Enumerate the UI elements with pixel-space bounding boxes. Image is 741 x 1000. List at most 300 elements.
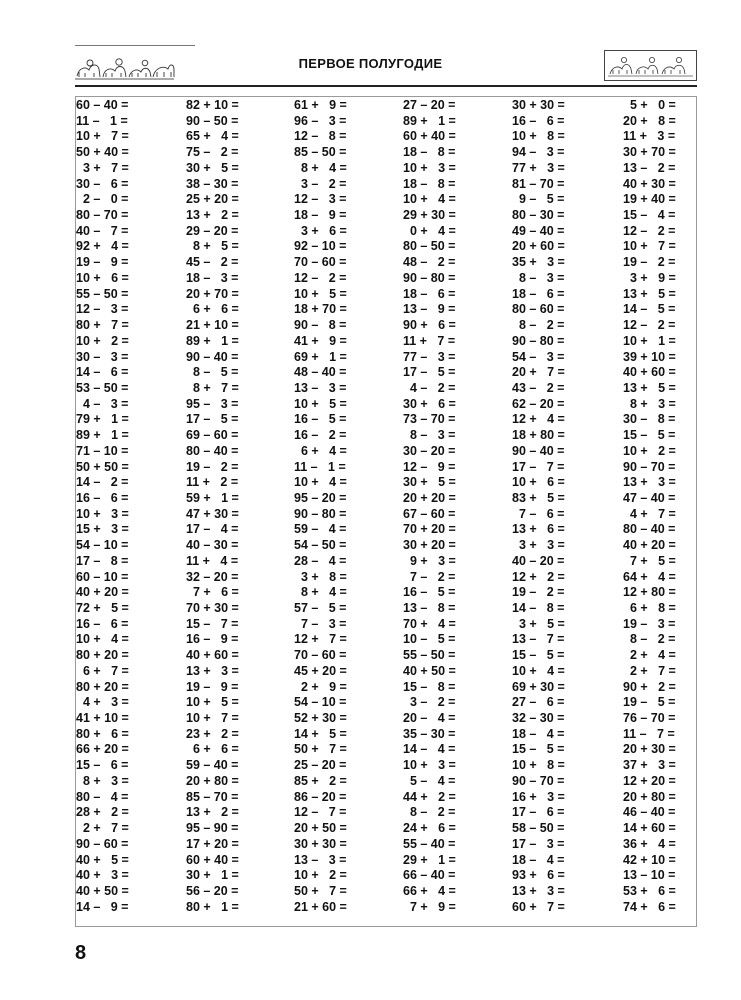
exercise-row <box>76 412 696 428</box>
exercise-cell: 30 + 70 = <box>623 145 676 160</box>
exercise-cell: 16 – 6 = <box>76 490 129 505</box>
exercise-cell: 40 + 30 = <box>623 176 676 191</box>
exercise-cell: 10 + 7 = <box>623 239 676 254</box>
exercise-row <box>76 444 696 460</box>
exercise-cell: 53 – 50 = <box>76 380 129 395</box>
exercise-cell: 3 + 5 = <box>512 616 565 631</box>
exercise-cell: 13 – 7 = <box>512 632 565 647</box>
exercise-cell: 50 + 7 = <box>294 883 347 898</box>
exercise-cell: 9 – 5 = <box>512 192 565 207</box>
exercise-cell: 20 + 30 = <box>623 742 676 757</box>
exercise-cell: 80 – 40 = <box>623 522 676 537</box>
exercise-row <box>76 192 696 208</box>
exercise-cell: 18 – 3 = <box>186 270 239 285</box>
exercise-cell: 50 + 40 = <box>76 145 129 160</box>
exercise-cell: 89 + 1 = <box>403 113 456 128</box>
exercise-cell: 7 – 6 = <box>512 506 565 521</box>
exercise-row <box>76 365 696 381</box>
exercise-cell: 28 – 4 = <box>294 553 347 568</box>
exercise-cell: 10 + 5 = <box>294 396 347 411</box>
exercise-cell: 6 + 8 = <box>623 601 676 615</box>
exercise-row <box>76 585 696 601</box>
exercise-cell: 10 + 5 = <box>294 286 347 301</box>
exercise-cell: 64 + 4 = <box>623 569 676 584</box>
exercise-cell: 12 + 2 = <box>512 569 565 584</box>
exercise-cell: 69 + 30 = <box>512 679 565 694</box>
exercise-row <box>76 868 696 884</box>
exercise-cell: 8 – 2 = <box>403 805 456 820</box>
exercise-cell: 8 – 3 = <box>512 270 565 285</box>
exercise-cell: 15 – 5 = <box>623 428 676 443</box>
exercise-cell: 14 – 9 = <box>76 899 129 914</box>
exercise-cell: 8 – 5 = <box>186 365 239 380</box>
exercise-cell: 56 – 20 = <box>186 883 239 898</box>
exercise-cell: 90 – 50 = <box>186 113 239 128</box>
exercise-cell: 15 – 8 = <box>403 679 456 694</box>
exercise-cell: 45 – 2 = <box>186 255 239 270</box>
exercise-cell: 12 – 3 = <box>76 302 129 317</box>
exercise-cell: 2 – 0 = <box>76 192 129 207</box>
exercise-cell: 70 + 4 = <box>403 616 456 631</box>
exercise-cell: 13 + 3 = <box>512 883 565 898</box>
exercise-row <box>76 632 696 648</box>
exercise-row <box>76 287 696 303</box>
exercise-cell: 55 – 50 = <box>76 286 129 301</box>
exercise-cell: 20 + 60 = <box>512 239 565 254</box>
exercise-cell: 3 + 6 = <box>294 223 347 238</box>
exercise-cell: 19 – 2 = <box>512 585 565 600</box>
exercise-cell: 10 + 7 = <box>186 711 239 726</box>
exercise-cell: 49 – 40 = <box>512 223 565 238</box>
exercise-cell: 67 – 60 = <box>403 506 456 521</box>
exercise-cell: 10 + 6 = <box>76 270 129 285</box>
exercise-cell: 8 – 2 = <box>512 318 565 333</box>
exercise-cell: 40 + 5 = <box>76 852 129 867</box>
exercise-cell: 10 + 2 = <box>623 443 676 458</box>
exercise-cell: 80 + 20 = <box>76 648 129 663</box>
exercise-cell: 42 + 10 = <box>623 852 676 867</box>
exercise-cell: 8 + 4 = <box>294 585 347 600</box>
exercise-cell: 55 – 50 = <box>403 648 456 663</box>
exercise-cell: 30 + 20 = <box>403 538 456 553</box>
exercise-cell: 18 – 8 = <box>403 145 456 160</box>
exercise-cell: 30 + 30 = <box>294 836 347 851</box>
exercise-cell: 54 – 50 = <box>294 538 347 553</box>
exercise-cell: 21 + 60 = <box>294 899 347 914</box>
exercise-cell: 85 – 70 = <box>186 789 239 804</box>
exercise-cell: 40 + 50 = <box>76 883 129 898</box>
exercise-cell: 48 – 40 = <box>294 365 347 380</box>
exercise-row <box>76 507 696 523</box>
exercise-cell: 70 + 20 = <box>403 522 456 537</box>
exercise-cell: 76 – 70 = <box>623 711 676 726</box>
exercise-row <box>76 318 696 334</box>
exercise-cell: 12 – 3 = <box>294 192 347 207</box>
exercise-cell: 19 + 40 = <box>623 192 676 207</box>
exercise-cell: 4 + 7 = <box>623 506 676 521</box>
exercise-cell: 12 – 8 = <box>294 129 347 144</box>
exercise-cell: 29 – 20 = <box>186 223 239 238</box>
exercise-cell: 3 + 9 = <box>623 270 676 285</box>
exercise-cell: 46 – 40 = <box>623 805 676 820</box>
exercise-cell: 77 + 3 = <box>512 160 565 175</box>
exercise-cell: 44 + 2 = <box>403 789 456 804</box>
exercise-cell: 30 – 20 = <box>403 443 456 458</box>
exercise-cell: 69 + 1 = <box>294 349 347 364</box>
exercise-cell: 54 – 10 = <box>76 538 129 553</box>
exercise-cell: 13 – 3 = <box>294 380 347 395</box>
exercise-cell: 66 + 20 = <box>76 742 129 757</box>
exercise-row <box>76 727 696 743</box>
exercise-cell: 69 – 60 = <box>186 428 239 443</box>
exercise-cell: 10 + 1 = <box>623 333 676 348</box>
exercise-cell: 40 – 7 = <box>76 223 129 238</box>
exercise-cell: 80 – 60 = <box>512 302 565 317</box>
exercise-cell: 92 – 10 = <box>294 239 347 254</box>
exercise-cell: 27 – 20 = <box>403 98 456 112</box>
exercise-cell: 7 + 9 = <box>403 899 456 914</box>
exercise-cell: 13 + 5 = <box>623 286 676 301</box>
exercise-row <box>76 805 696 821</box>
exercise-cell: 10 + 2 = <box>76 333 129 348</box>
exercise-cell: 12 + 80 = <box>623 585 676 600</box>
exercise-cell: 80 – 4 = <box>76 789 129 804</box>
exercise-cell: 17 – 4 = <box>186 522 239 537</box>
exercise-cell: 90 – 80 = <box>403 270 456 285</box>
exercise-cell: 19 – 2 = <box>623 255 676 270</box>
exercise-cell: 60 + 40 = <box>186 852 239 867</box>
exercise-cell: 85 – 50 = <box>294 145 347 160</box>
exercise-cell: 29 + 1 = <box>403 852 456 867</box>
top-decorative-line <box>75 45 195 46</box>
exercise-row <box>76 428 696 444</box>
exercise-row <box>76 821 696 837</box>
exercise-cell: 13 + 5 = <box>623 380 676 395</box>
exercise-cell: 90 – 40 = <box>512 443 565 458</box>
exercise-cell: 80 – 30 = <box>512 208 565 223</box>
exercise-cell: 16 – 2 = <box>294 428 347 443</box>
exercise-cell: 14 – 8 = <box>512 601 565 615</box>
exercise-cell: 20 + 70 = <box>186 286 239 301</box>
exercise-cell: 3 – 2 = <box>403 695 456 710</box>
exercise-cell: 47 – 40 = <box>623 490 676 505</box>
exercise-cell: 16 – 9 = <box>186 632 239 647</box>
exercise-row <box>76 664 696 680</box>
exercise-row <box>76 145 696 161</box>
exercise-cell: 12 – 2 = <box>294 270 347 285</box>
exercise-cell: 20 + 7 = <box>512 365 565 380</box>
exercise-cell: 17 + 20 = <box>186 836 239 851</box>
exercise-cell: 20 + 50 = <box>294 821 347 836</box>
exercise-cell: 4 + 3 = <box>76 695 129 710</box>
exercise-cell: 32 – 30 = <box>512 711 565 726</box>
exercise-cell: 66 – 40 = <box>403 868 456 883</box>
page-title: ПЕРВОЕ ПОЛУГОДИЕ <box>298 56 443 71</box>
exercise-cell: 54 – 3 = <box>512 349 565 364</box>
exercise-cell: 10 + 8 = <box>512 129 565 144</box>
exercise-cell: 17 – 8 = <box>76 553 129 568</box>
exercise-cell: 5 + 0 = <box>623 98 676 112</box>
exercise-cell: 80 – 70 = <box>76 208 129 223</box>
exercise-cell: 30 + 5 = <box>403 475 456 490</box>
exercise-cell: 12 – 2 = <box>623 318 676 333</box>
exercise-cell: 12 – 7 = <box>294 805 347 820</box>
exercise-row <box>76 695 696 711</box>
exercise-row <box>76 177 696 193</box>
exercise-cell: 28 + 2 = <box>76 805 129 820</box>
exercise-cell: 18 – 6 = <box>512 286 565 301</box>
exercise-cell: 50 + 7 = <box>294 742 347 757</box>
exercise-cell: 30 + 30 = <box>512 98 565 112</box>
exercise-cell: 16 – 5 = <box>403 585 456 600</box>
exercise-cell: 40 + 20 = <box>76 585 129 600</box>
exercise-row <box>76 239 696 255</box>
exercise-cell: 13 – 2 = <box>623 160 676 175</box>
exercise-cell: 61 + 9 = <box>294 98 347 112</box>
exercise-cell: 20 + 8 = <box>623 113 676 128</box>
exercise-cell: 18 – 6 = <box>403 286 456 301</box>
exercise-row <box>76 617 696 633</box>
exercise-cell: 15 – 7 = <box>186 616 239 631</box>
exercise-cell: 29 + 30 = <box>403 208 456 223</box>
exercise-cell: 90 – 60 = <box>76 836 129 851</box>
exercise-cell: 16 + 3 = <box>512 789 565 804</box>
exercise-cell: 11 – 1 = <box>294 459 346 474</box>
exercise-cell: 60 + 40 = <box>403 129 456 144</box>
exercise-cell: 30 – 3 = <box>76 349 129 364</box>
exercise-row <box>76 522 696 538</box>
exercise-cell: 9 + 3 = <box>403 553 456 568</box>
exercise-cell: 27 – 6 = <box>512 695 565 710</box>
exercise-cell: 10 + 4 = <box>76 632 129 647</box>
exercise-cell: 32 – 20 = <box>186 569 239 584</box>
exercise-cell: 70 – 60 = <box>294 648 347 663</box>
exercise-cell: 2 + 4 = <box>623 648 676 663</box>
exercise-row <box>76 397 696 413</box>
exercise-cell: 90 – 8 = <box>294 318 347 333</box>
exercise-cell: 13 – 8 = <box>403 601 456 615</box>
exercise-row <box>76 350 696 366</box>
exercise-cell: 55 – 40 = <box>403 836 456 851</box>
exercise-row <box>76 758 696 774</box>
exercise-cell: 60 – 10 = <box>76 569 129 584</box>
exercise-cell: 95 – 20 = <box>294 490 347 505</box>
exercise-cell: 19 – 5 = <box>623 695 676 710</box>
exercise-cell: 30 + 1 = <box>186 868 239 883</box>
exercise-row <box>76 460 696 476</box>
exercise-cell: 59 + 1 = <box>186 490 239 505</box>
exercise-cell: 17 – 7 = <box>512 459 565 474</box>
exercise-cell: 30 + 5 = <box>186 160 239 175</box>
exercise-cell: 90 – 70 = <box>623 459 676 474</box>
exercise-cell: 19 – 2 = <box>186 459 239 474</box>
exercise-cell: 30 + 6 = <box>403 396 456 411</box>
exercise-cell: 13 + 2 = <box>186 805 239 820</box>
exercise-cell: 18 – 4 = <box>512 726 565 741</box>
exercise-cell: 18 – 8 = <box>403 176 456 191</box>
exercise-cell: 11 – 7 = <box>623 726 675 741</box>
exercise-cell: 50 + 50 = <box>76 459 129 474</box>
exercise-row <box>76 334 696 350</box>
exercise-cell: 89 + 1 = <box>76 428 129 443</box>
exercise-cell: 10 + 6 = <box>512 475 565 490</box>
exercise-row <box>76 224 696 240</box>
exercise-cell: 16 – 6 = <box>512 113 565 128</box>
exercise-cell: 14 + 60 = <box>623 821 676 836</box>
exercise-cell: 4 – 3 = <box>76 396 129 411</box>
exercise-cell: 37 + 3 = <box>623 758 676 773</box>
exercise-cell: 16 – 5 = <box>294 412 347 427</box>
exercise-cell: 15 – 4 = <box>623 208 676 223</box>
exercise-cell: 12 + 7 = <box>294 632 347 647</box>
exercise-cell: 20 + 80 = <box>186 773 239 788</box>
exercise-row <box>76 161 696 177</box>
exercise-cell: 85 + 2 = <box>294 773 347 788</box>
exercise-cell: 11 + 2 = <box>186 475 239 490</box>
exercise-row <box>76 774 696 790</box>
exercise-row <box>76 554 696 570</box>
exercise-cell: 83 + 5 = <box>512 490 565 505</box>
exercise-cell: 16 – 6 = <box>76 616 129 631</box>
exercise-cell: 48 – 2 = <box>403 255 456 270</box>
exercise-row <box>76 900 696 916</box>
exercise-cell: 8 – 3 = <box>403 428 456 443</box>
exercise-row <box>76 208 696 224</box>
exercise-row <box>76 790 696 806</box>
exercise-cell: 10 + 4 = <box>512 663 565 678</box>
exercise-cell: 17 – 3 = <box>512 836 565 851</box>
exercise-cell: 17 – 5 = <box>186 412 239 427</box>
header-divider <box>75 85 697 87</box>
exercise-cell: 90 – 40 = <box>186 349 239 364</box>
exercise-cell: 41 + 10 = <box>76 711 129 726</box>
exercise-cell: 80 – 40 = <box>186 443 239 458</box>
exercise-cell: 35 – 30 = <box>403 726 456 741</box>
exercise-cell: 53 + 6 = <box>623 883 676 898</box>
exercise-row <box>76 853 696 869</box>
exercise-cell: 7 + 5 = <box>623 553 676 568</box>
exercise-cell: 19 – 3 = <box>623 616 676 631</box>
exercise-cell: 19 – 9 = <box>76 255 129 270</box>
page-number: 8 <box>75 942 87 964</box>
exercise-cell: 8 – 2 = <box>623 632 676 647</box>
exercise-cell: 77 – 3 = <box>403 349 456 364</box>
exercise-row <box>76 98 696 114</box>
exercise-cell: 40 + 60 = <box>623 365 676 380</box>
exercise-cell: 59 – 40 = <box>186 758 239 773</box>
exercise-cell: 3 – 2 = <box>294 176 347 191</box>
exercise-row <box>76 475 696 491</box>
exercise-cell: 40 + 50 = <box>403 663 456 678</box>
exercise-cell: 72 + 5 = <box>76 601 129 615</box>
exercise-cell: 45 + 20 = <box>294 663 347 678</box>
exercise-cell: 47 + 30 = <box>186 506 239 521</box>
exercise-cell: 94 – 3 = <box>512 145 565 160</box>
exercise-cell: 70 – 60 = <box>294 255 347 270</box>
exercise-cell: 15 – 5 = <box>512 648 565 663</box>
exercise-cell: 14 – 2 = <box>76 475 129 490</box>
exercise-cell: 10 – 5 = <box>403 632 456 647</box>
exercise-cell: 10 + 3 = <box>403 758 456 773</box>
exercise-row <box>76 711 696 727</box>
exercise-table <box>76 98 696 915</box>
exercise-cell: 90 – 80 = <box>294 506 347 521</box>
exercise-cell: 11 + 4 = <box>186 553 239 568</box>
exercise-cell: 8 + 3 = <box>76 773 129 788</box>
exercise-row <box>76 680 696 696</box>
exercise-cell: 80 + 6 = <box>76 726 129 741</box>
exercise-cell: 90 + 6 = <box>403 318 456 333</box>
exercise-cell: 20 + 80 = <box>623 789 676 804</box>
exercise-cell: 18 + 80 = <box>512 428 565 443</box>
exercise-cell: 3 + 8 = <box>294 569 347 584</box>
exercise-cell: 15 + 3 = <box>76 522 129 537</box>
exercise-cell: 8 + 4 = <box>294 160 347 175</box>
exercise-cell: 11 + 3 = <box>623 129 676 144</box>
exercise-cell: 10 + 3 = <box>403 160 456 175</box>
exercise-cell: 10 + 4 = <box>403 192 456 207</box>
exercise-cell: 90 + 2 = <box>623 679 676 694</box>
exercise-cell: 80 – 50 = <box>403 239 456 254</box>
exercise-cell: 19 – 9 = <box>186 679 239 694</box>
exercise-cell: 21 + 10 = <box>186 318 239 333</box>
exercise-cell: 13 – 3 = <box>294 852 347 867</box>
exercise-cell: 14 + 5 = <box>294 726 347 741</box>
exercise-cell: 11 – 1 = <box>76 113 128 128</box>
exercise-row <box>76 742 696 758</box>
exercise-cell: 10 + 5 = <box>186 695 239 710</box>
exercise-cell: 71 – 10 = <box>76 443 129 458</box>
exercise-cell: 52 + 30 = <box>294 711 347 726</box>
exercise-cell: 58 – 50 = <box>512 821 565 836</box>
exercise-cell: 30 – 8 = <box>623 412 676 427</box>
exercise-cell: 10 + 4 = <box>294 475 347 490</box>
exercise-cell: 25 – 20 = <box>294 758 347 773</box>
exercise-row <box>76 884 696 900</box>
exercise-cell: 10 + 8 = <box>512 758 565 773</box>
exercise-cell: 30 – 6 = <box>76 176 129 191</box>
exercise-cell: 3 + 3 = <box>512 538 565 553</box>
exercise-cell: 81 – 70 = <box>512 176 565 191</box>
exercise-cell: 60 + 7 = <box>512 899 565 914</box>
exercise-cell: 40 + 20 = <box>623 538 676 553</box>
exercise-cell: 23 + 2 = <box>186 726 239 741</box>
exercise-cell: 10 + 3 = <box>76 506 129 521</box>
exercise-row <box>76 491 696 507</box>
exercise-cell: 4 – 2 = <box>403 380 456 395</box>
exercise-cell: 75 – 2 = <box>186 145 239 160</box>
exercise-cell: 13 – 10 = <box>623 868 676 883</box>
exercise-row <box>76 129 696 145</box>
exercise-cell: 39 + 10 = <box>623 349 676 364</box>
exercise-cell: 18 + 70 = <box>294 302 347 317</box>
exercise-cell: 6 + 6 = <box>186 742 239 757</box>
exercise-cell: 96 – 3 = <box>294 113 347 128</box>
exercise-cell: 10 + 2 = <box>294 868 347 883</box>
exercise-cell: 2 + 7 = <box>76 821 129 836</box>
exercise-cell: 5 – 4 = <box>403 773 456 788</box>
exercise-cell: 13 – 9 = <box>403 302 456 317</box>
exercise-row <box>76 271 696 287</box>
exercise-cell: 92 + 4 = <box>76 239 129 254</box>
exercise-cell: 60 – 40 = <box>76 98 129 112</box>
exercise-cell: 90 – 80 = <box>512 333 565 348</box>
exercise-cell: 40 + 60 = <box>186 648 239 663</box>
exercise-cell: 80 + 1 = <box>186 899 239 914</box>
exercise-cell: 41 + 9 = <box>294 333 347 348</box>
exercise-cell: 25 + 20 = <box>186 192 239 207</box>
exercise-cell: 70 + 30 = <box>186 601 239 615</box>
